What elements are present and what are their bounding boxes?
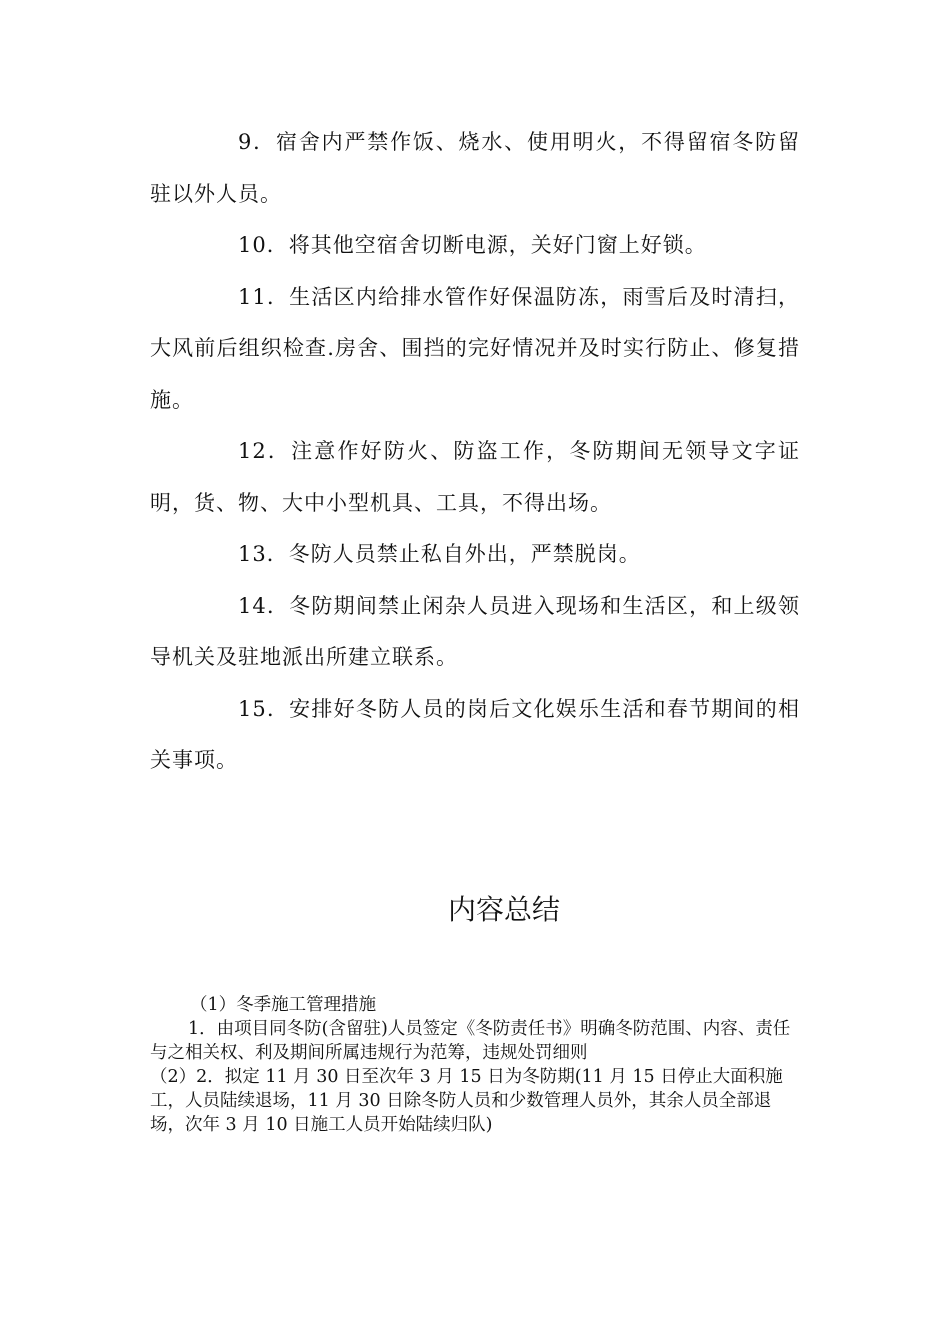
paragraph-item-9: 9．宿舍内严禁作饭、烧水、使用明火，不得留宿冬防留驻以外人员。 xyxy=(150,130,800,206)
paragraph-item-13: 13．冬防人员禁止私自外出，严禁脱岗。 xyxy=(238,542,641,566)
paragraph-item-15: 15．安排好冬防人员的岗后文化娱乐生活和春节期间的相关事项。 xyxy=(150,696,800,772)
body-text xyxy=(150,117,800,787)
paragraph-item-12: 12．注意作好防火、防盗工作，冬防期间无领导文字证明，货、物、大中小型机具、工具，不得出场。 xyxy=(150,439,800,515)
summary-title: 内容总结 xyxy=(447,893,560,926)
paragraph-item-11: 11．生活区内给排水管作好保温防冻，雨雪后及时清扫，大风前后组织检查.房舍、围挡的完好情况并及时实行防止、修复措施。 xyxy=(150,284,800,412)
summary-section xyxy=(150,993,805,1137)
summary-item-2: （2）2．拟定 11 月 30 日至次年 3 月 15 日为冬防期(11 月 15 日停止大面积施工，人员陆续退场，11 月 30 日除冬防人员和少数管理人员外，其余人员全部退场，次年 3 月 10 日施工人员开始陆续归队) xyxy=(150,1067,783,1135)
summary-heading: （1）冬季施工管理措施 xyxy=(190,995,377,1015)
paragraph-item-10: 10．将其他空宿舍切断电源，关好门窗上好锁。 xyxy=(238,233,707,257)
summary-item-1: 1．由项目同冬防(含留驻)人员签定《冬防责任书》明确冬防范围、内容、责任与之相关权、利及期间所属违规行为范筹，违规处罚细则 xyxy=(150,1019,791,1063)
paragraph-item-14: 14．冬防期间禁止闲杂人员进入现场和生活区，和上级领导机关及驻地派出所建立联系。 xyxy=(150,593,800,669)
